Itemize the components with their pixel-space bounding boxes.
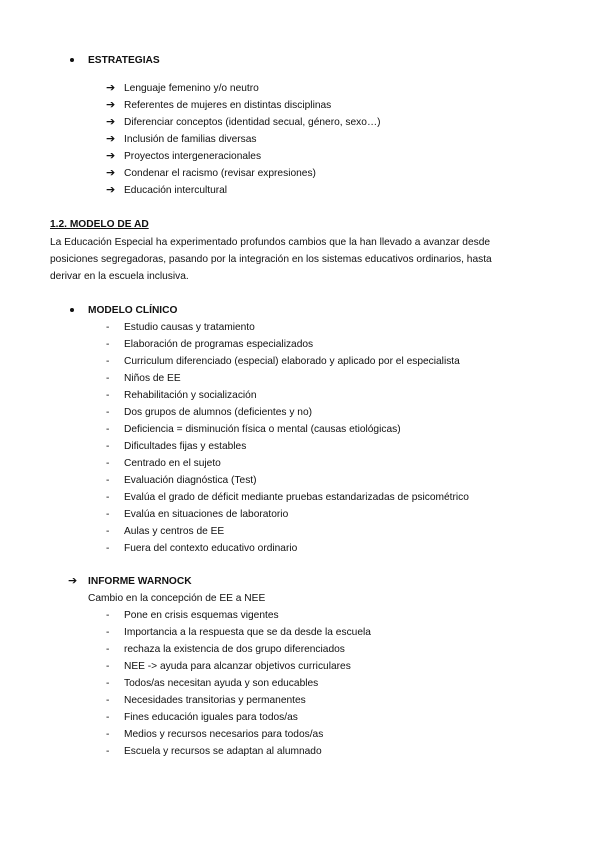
dash-bullet: - bbox=[106, 712, 110, 723]
arrow-icon: ➔ bbox=[106, 167, 116, 179]
dash-bullet: - bbox=[106, 746, 110, 757]
dash-bullet: - bbox=[106, 475, 110, 486]
dash-bullet: - bbox=[106, 373, 110, 384]
bullet-dot bbox=[70, 308, 74, 312]
list-item: Fines educación iguales para todos/as bbox=[124, 712, 298, 723]
list-item: Rehabilitación y socialización bbox=[124, 390, 257, 401]
arrow-icon: ➔ bbox=[106, 99, 116, 111]
list-item: Inclusión de familias diversas bbox=[124, 134, 257, 145]
list-item: Deficiencia = disminución física o mental (causas etiológicas) bbox=[124, 424, 401, 435]
list-item: Fuera del contexto educativo ordinario bbox=[124, 543, 298, 554]
paragraph-line: derivar en la escuela inclusiva. bbox=[50, 271, 189, 282]
list-item: Evaluación diagnóstica (Test) bbox=[124, 475, 257, 486]
intro-text: Cambio en la concepción de EE a NEE bbox=[88, 593, 266, 604]
dash-bullet: - bbox=[106, 610, 110, 621]
heading-informe-warnock: INFORME WARNOCK bbox=[88, 576, 192, 587]
list-item: Proyectos intergeneracionales bbox=[124, 151, 262, 162]
dash-bullet: - bbox=[106, 424, 110, 435]
list-item: Todos/as necesitan ayuda y son educables bbox=[124, 678, 319, 689]
dash-bullet: - bbox=[106, 678, 110, 689]
list-item: Condenar el racismo (revisar expresiones) bbox=[124, 168, 316, 179]
list-item: Necesidades transitorias y permanentes bbox=[124, 695, 306, 706]
list-item: Lenguaje femenino y/o neutro bbox=[124, 83, 259, 94]
dash-bullet: - bbox=[106, 390, 110, 401]
list-item: Niños de EE bbox=[124, 373, 181, 384]
dash-bullet: - bbox=[106, 441, 110, 452]
list-item: Medios y recursos necesarios para todos/as bbox=[124, 729, 324, 740]
list-item: Evalúa el grado de déficit mediante pruebas estandarizadas de psicométrico bbox=[124, 492, 469, 503]
dash-bullet: - bbox=[106, 526, 110, 537]
bullet-dot bbox=[70, 58, 74, 62]
list-item: Aulas y centros de EE bbox=[124, 526, 225, 537]
heading-modelo-clinico: MODELO CLÍNICO bbox=[88, 305, 178, 316]
list-item: Escuela y recursos se adaptan al alumnado bbox=[124, 746, 322, 757]
dash-bullet: - bbox=[106, 458, 110, 469]
arrow-icon: ➔ bbox=[68, 575, 78, 587]
dash-bullet: - bbox=[106, 695, 110, 706]
list-item: Centrado en el sujeto bbox=[124, 458, 221, 469]
list-item: Diferenciar conceptos (identidad secual, género, sexo…) bbox=[124, 117, 381, 128]
dash-bullet: - bbox=[106, 661, 110, 672]
list-item: rechaza la existencia de dos grupo diferenciados bbox=[124, 644, 345, 655]
dash-bullet: - bbox=[106, 407, 110, 418]
arrow-icon: ➔ bbox=[106, 133, 116, 145]
dash-bullet: - bbox=[106, 356, 110, 367]
dash-bullet: - bbox=[106, 543, 110, 554]
list-item: Referentes de mujeres en distintas disciplinas bbox=[124, 100, 332, 111]
list-item: Dificultades fijas y estables bbox=[124, 441, 247, 452]
list-item: Evalúa en situaciones de laboratorio bbox=[124, 509, 289, 520]
dash-bullet: - bbox=[106, 729, 110, 740]
paragraph-line: La Educación Especial ha experimentado profundos cambios que la han llevado a avanzar desde bbox=[50, 237, 491, 248]
dash-bullet: - bbox=[106, 627, 110, 638]
list-item: Curriculum diferenciado (especial) elaborado y aplicado por el especialista bbox=[124, 356, 460, 367]
list-item: Educación intercultural bbox=[124, 185, 228, 196]
dash-bullet: - bbox=[106, 509, 110, 520]
dash-bullet: - bbox=[106, 339, 110, 350]
dash-bullet: - bbox=[106, 322, 110, 333]
dash-bullet: - bbox=[106, 644, 110, 655]
arrow-icon: ➔ bbox=[106, 116, 116, 128]
arrow-icon: ➔ bbox=[106, 82, 116, 94]
list-item: Estudio causas y tratamiento bbox=[124, 322, 255, 333]
list-item: Pone en crisis esquemas vigentes bbox=[124, 610, 279, 621]
list-item: Elaboración de programas especializados bbox=[124, 339, 314, 350]
section-heading-modelo-ad: 1.2. MODELO DE AD bbox=[50, 219, 149, 230]
list-item: NEE -> ayuda para alcanzar objetivos curriculares bbox=[124, 661, 351, 672]
paragraph-line: posiciones segregadoras, pasando por la integración en los sistemas educativos ordinarios, hasta bbox=[50, 254, 492, 265]
arrow-icon: ➔ bbox=[106, 150, 116, 162]
dash-bullet: - bbox=[106, 492, 110, 503]
arrow-icon: ➔ bbox=[106, 184, 116, 196]
list-item: Dos grupos de alumnos (deficientes y no) bbox=[124, 407, 313, 418]
list-item: Importancia a la respuesta que se da desde la escuela bbox=[124, 627, 371, 638]
heading-estrategias: ESTRATEGIAS bbox=[88, 55, 160, 66]
